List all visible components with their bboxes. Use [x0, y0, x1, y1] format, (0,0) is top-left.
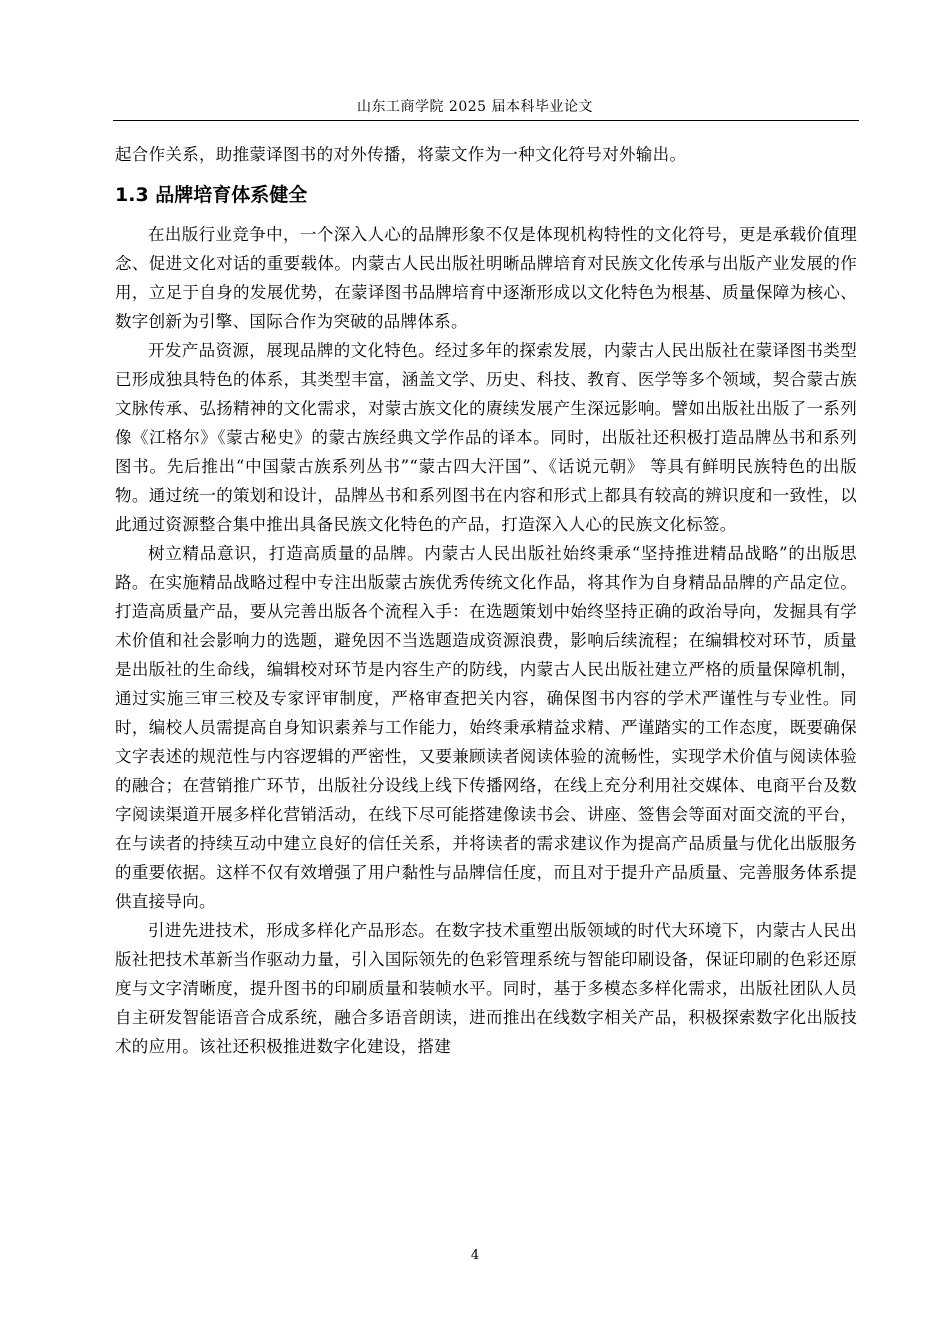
page-number: 4 — [470, 1248, 480, 1263]
running-header: 山东工商学院 2025 届本科毕业论文 — [356, 99, 594, 115]
continuation-paragraph: 起合作关系，助推蒙译图书的对外传播，将蒙文作为一种文化符号对外输出。 — [115, 145, 687, 164]
section-heading: 1.3 品牌培育体系健全 — [115, 184, 308, 206]
paragraph-cultural-features: 开发产品资源，展现品牌的文化特色。经过多年的探索发展，内蒙古人民出版社在蒙译图书类型已形成独具特色的体系，其类型丰富，涵盖文学、历史、科技、教育、医学等多个领域，契合蒙古族文脉传承、弘扬精神的文化需求，对蒙古族文化的赓续发展产生深远影响。譬如出版社出版了一系列像《江格尔》《蒙古秘史》的蒙古族经典文学作品的译本。同时，出版社还积极打造品牌丛书和系列图书。先后推出“中国蒙古族系列丛书”“蒙古四大汗国”、《话说元朝》 等具有鲜明民族特色的出版物。通过统一的策划和设计，品牌丛书和系列图书在内容和形式上都具有较高的辨识度和一致性，以此通过资源整合集中推出具备民族文化特色的产品，打造深入人心的民族文化标签。 — [115, 341, 857, 534]
paragraph-quality-brand: 树立精品意识，打造高质量的品牌。内蒙古人民出版社始终秉承“坚持推进精品战略”的出版思路。在实施精品战略过程中专注出版蒙古族优秀传统文化作品，将其作为自身精品品牌的产品定位。打造高质量产品，要从完善出版各个流程入手：在选题策划中始终坚持正确的政治导向，发掘具有学术价值和社会影响力的选题，避免因不当选题造成资源浪费，影响后续流程；在编辑校对环节，质量是出版社的生命线，编辑校对环节是内容生产的防线，内蒙古人民出版社建立严格的质量保障机制，通过实施三审三校及专家评审制度，严格审查把关内容，确保图书内容的学术严谨性与专业性。同时，编校人员需提高自身知识素养与工作能力，始终秉承精益求精、严谨踏实的工作态度，既要确保文字表述的规范性与内容逻辑的严密性，又要兼顾读者阅读体验的流畅性，实现学术价值与阅读体验的融合；在营销推广环节，出版社分设线上线下传播网络，在线上充分利用社交媒体、电商平台及数字阅读渠道开展多样化营销活动，在线下尽可能搭建像读书会、讲座、签售会等面对面交流的平台，在与读者的持续互动中建立良好的信任关系，并将读者的需求建议作为提高产品质量与优化出版服务的重要依据。这样不仅有效增强了用户黏性与品牌信任度，而且对于提升产品质量、完善服务体系提供直接导向。 — [115, 544, 857, 911]
header-rule — [113, 120, 859, 121]
paragraph-brand-intro: 在出版行业竞争中，一个深入人心的品牌形象不仅是体现机构特性的文化符号，更是承载价值理念、促进文化对话的重要载体。内蒙古人民出版社明晰品牌培育对民族文化传承与出版产业发展的作用，立足于自身的发展优势，在蒙译图书品牌培育中逐渐形成以文化特色为根基、质量保障为核心、数字创新为引擎、国际合作为突破的品牌体系。 — [115, 225, 857, 331]
body-text — [115, 140, 857, 1061]
paragraph-advanced-technology: 引进先进技术，形成多样化产品形态。在数字技术重塑出版领域的时代大环境下，内蒙古人民出版社把技术革新当作驱动力量，引入国际领先的色彩管理系统与智能印刷设备，保证印刷的色彩还原度与文字清晰度，提升图书的印刷质量和装帧水平。同时，基于多模态多样化需求，出版社团队人员自主研发智能语音合成系统，融合多语音朗读，进而推出在线数字相关产品，积极探索数字化出版技术的应用。该社还积极推进数字化建设，搭建 — [115, 921, 857, 1056]
